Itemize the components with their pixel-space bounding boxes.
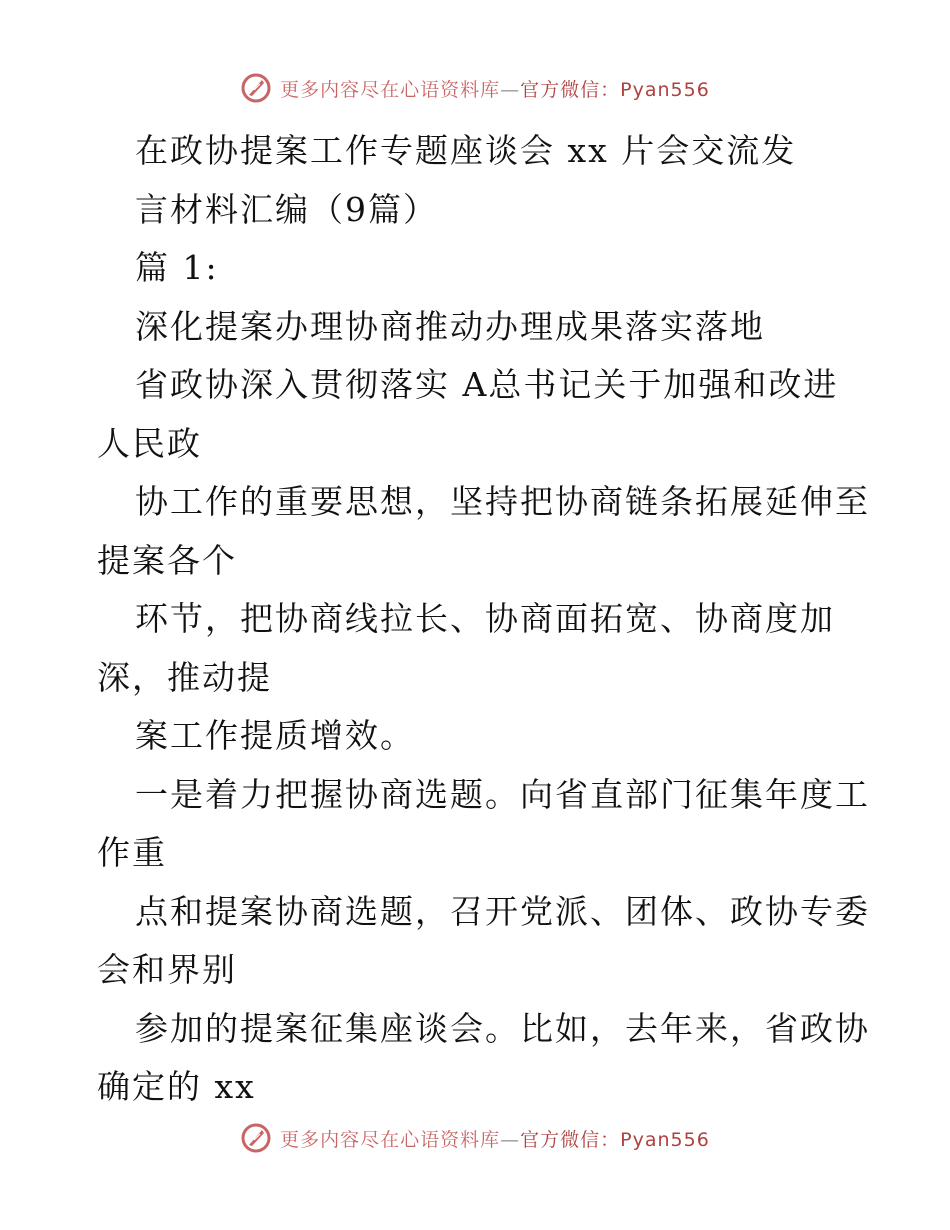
watermark-main-text: 更多内容尽在心语资料库 bbox=[280, 78, 501, 101]
paragraph-line: 协工作的重要思想，坚持把协商链条拓展延伸至 bbox=[135, 482, 870, 521]
watermark-text bbox=[280, 75, 710, 102]
doc-title-line-1: 在政协提案工作专题座谈会 xx 片会交流发 bbox=[135, 131, 797, 170]
watermark-dash: — bbox=[500, 1128, 521, 1151]
article-title: 深化提案办理协商推动办理成果落实落地 bbox=[135, 306, 765, 346]
document-body bbox=[97, 122, 870, 1117]
header-watermark-banner bbox=[0, 72, 950, 104]
feather-pen-logo-icon bbox=[240, 72, 272, 104]
paragraph-line: 环节，把协商线拉长、协商面拓宽、协商度加 bbox=[135, 599, 835, 638]
doc-title-line-2: 言材料汇编（9篇） bbox=[135, 189, 438, 229]
paragraph-line: 一是着力把握协商选题。向省直部门征集年度工 bbox=[135, 774, 870, 814]
watermark-contact-text: 官方微信：Pyan556 bbox=[520, 1128, 710, 1151]
paragraph-line: 提案各个 bbox=[97, 540, 237, 580]
paragraph-line: 深，推动提 bbox=[97, 657, 272, 697]
watermark-contact-text: 官方微信：Pyan556 bbox=[520, 78, 710, 101]
paragraph-line: 点和提案协商选题，召开党派、团体、政协专委 bbox=[135, 891, 870, 931]
paragraph-line: 省政协深入贯彻落实 A总书记关于加强和改进 bbox=[135, 365, 839, 404]
paragraph-line: 会和界别 bbox=[97, 950, 237, 989]
paragraph-line: 确定的 xx bbox=[97, 1067, 256, 1106]
watermark-dash: — bbox=[500, 78, 521, 101]
paragraph-line: 案工作提质增效。 bbox=[135, 716, 415, 755]
footer-watermark-banner bbox=[0, 1122, 950, 1154]
paragraph-line: 参加的提案征集座谈会。比如，去年来，省政协 bbox=[135, 1008, 870, 1048]
paragraph-line: 作重 bbox=[97, 833, 167, 872]
watermark-main-text: 更多内容尽在心语资料库 bbox=[280, 1128, 501, 1151]
watermark-text bbox=[280, 1125, 710, 1152]
section-heading: 篇 1: bbox=[135, 248, 219, 287]
paragraph-line: 人民政 bbox=[97, 423, 202, 463]
feather-pen-logo-icon bbox=[240, 1122, 272, 1154]
